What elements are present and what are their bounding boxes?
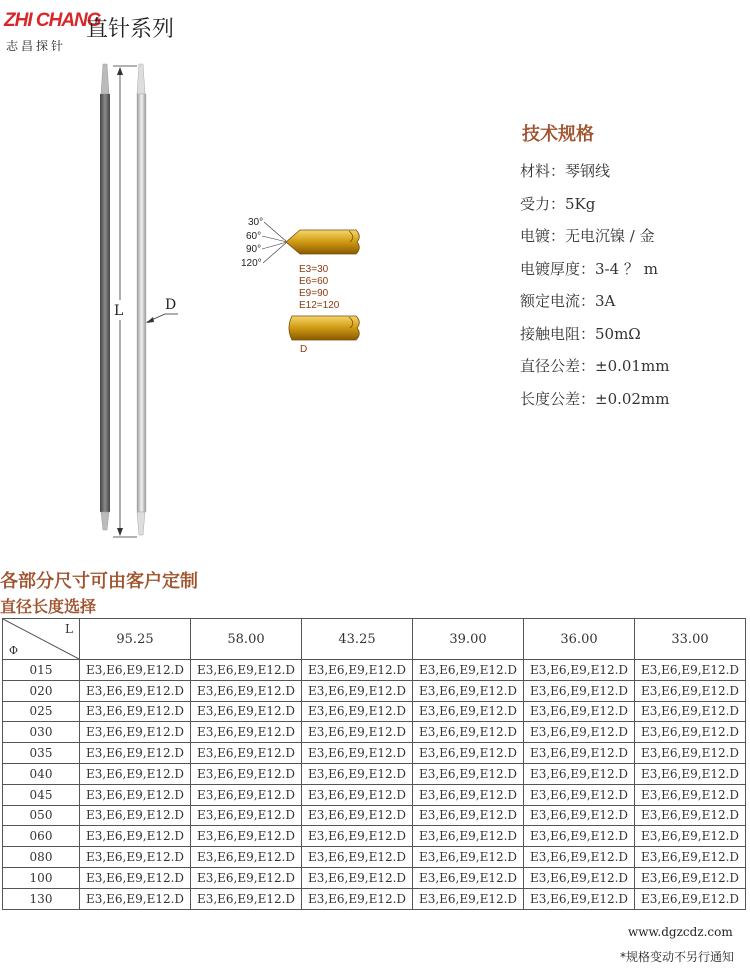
- diameter-label: D: [165, 297, 177, 313]
- table-row: [3, 660, 746, 681]
- table-cell: E3,E6,E9,E12.D: [413, 722, 524, 743]
- row-diameter: 130: [3, 888, 80, 909]
- table-cell: E3,E6,E9,E12.D: [191, 701, 302, 722]
- table-cell: E3,E6,E9,E12.D: [302, 888, 413, 909]
- angle-30: 30°: [248, 217, 264, 228]
- column-header: 95.25: [80, 619, 191, 660]
- brand-subtitle: 志昌探针: [6, 39, 67, 53]
- table-cell: E3,E6,E9,E12.D: [80, 660, 191, 681]
- table-cell: E3,E6,E9,E12.D: [191, 784, 302, 805]
- table-cell: E3,E6,E9,E12.D: [302, 722, 413, 743]
- table-cell: E3,E6,E9,E12.D: [80, 763, 191, 784]
- table-cell: E3,E6,E9,E12.D: [524, 826, 635, 847]
- spec-title: 技术规格: [522, 124, 594, 145]
- needle-dark: [100, 64, 110, 530]
- column-header: 33.00: [635, 619, 746, 660]
- row-diameter: 035: [3, 743, 80, 764]
- row-diameter: 080: [3, 847, 80, 868]
- table-cell: E3,E6,E9,E12.D: [80, 784, 191, 805]
- table-cell: E3,E6,E9,E12.D: [191, 826, 302, 847]
- table-cell: E3,E6,E9,E12.D: [524, 722, 635, 743]
- length-dimension: [110, 66, 137, 537]
- table-cell: E3,E6,E9,E12.D: [635, 867, 746, 888]
- size-table: [2, 618, 746, 910]
- table-corner: [3, 619, 80, 660]
- table-cell: E3,E6,E9,E12.D: [191, 763, 302, 784]
- table-cell: E3,E6,E9,E12.D: [80, 680, 191, 701]
- row-diameter: 030: [3, 722, 80, 743]
- diameter-leader: [146, 297, 178, 323]
- table-cell: E3,E6,E9,E12.D: [413, 847, 524, 868]
- table-cell: E3,E6,E9,E12.D: [635, 805, 746, 826]
- table-cell: E3,E6,E9,E12.D: [302, 784, 413, 805]
- table-row: [3, 847, 746, 868]
- table-cell: E3,E6,E9,E12.D: [302, 743, 413, 764]
- row-diameter: 100: [3, 867, 80, 888]
- table-cell: E3,E6,E9,E12.D: [635, 743, 746, 764]
- spec-plating: 电镀：无电沉镍 / 金: [520, 227, 655, 245]
- row-diameter: 045: [3, 784, 80, 805]
- table-cell: E3,E6,E9,E12.D: [524, 805, 635, 826]
- table-cell: E3,E6,E9,E12.D: [302, 847, 413, 868]
- table-cell: E3,E6,E9,E12.D: [524, 743, 635, 764]
- tip-diameter-label: D: [300, 344, 308, 355]
- spec-diameter-tolerance: 直径公差：±0.01mm: [520, 357, 670, 375]
- table-cell: E3,E6,E9,E12.D: [302, 763, 413, 784]
- table-cell: E3,E6,E9,E12.D: [524, 847, 635, 868]
- table-cell: E3,E6,E9,E12.D: [635, 680, 746, 701]
- table-cell: E3,E6,E9,E12.D: [635, 660, 746, 681]
- table-cell: E3,E6,E9,E12.D: [413, 805, 524, 826]
- angle-60: 60°: [246, 231, 262, 242]
- table-row: [3, 763, 746, 784]
- brand-name: ZHI CHANG: [4, 10, 101, 31]
- page-title: 直针系列: [86, 17, 175, 42]
- table-row: [3, 680, 746, 701]
- table-cell: E3,E6,E9,E12.D: [524, 680, 635, 701]
- flat-tip: [289, 316, 359, 355]
- table-cell: E3,E6,E9,E12.D: [413, 701, 524, 722]
- table-row: [3, 888, 746, 909]
- table-cell: E3,E6,E9,E12.D: [80, 743, 191, 764]
- table-cell: E3,E6,E9,E12.D: [524, 888, 635, 909]
- table-cell: E3,E6,E9,E12.D: [413, 826, 524, 847]
- table-cell: E3,E6,E9,E12.D: [413, 743, 524, 764]
- table-cell: E3,E6,E9,E12.D: [191, 743, 302, 764]
- code-e9: E9=90: [299, 288, 329, 299]
- table-cell: E3,E6,E9,E12.D: [413, 784, 524, 805]
- row-diameter: 040: [3, 763, 80, 784]
- table-cell: E3,E6,E9,E12.D: [302, 660, 413, 681]
- footer-note: *规格变动不另行通知: [620, 950, 735, 964]
- table-cell: E3,E6,E9,E12.D: [524, 701, 635, 722]
- spec-plating-thickness: 电镀厚度：3-4 ？ m: [520, 259, 658, 278]
- table-cell: E3,E6,E9,E12.D: [524, 660, 635, 681]
- angle-codes: [299, 264, 340, 311]
- spec-force: 受力：5Kg: [520, 194, 596, 213]
- table-cell: E3,E6,E9,E12.D: [80, 867, 191, 888]
- column-header: 58.00: [191, 619, 302, 660]
- column-header: 39.00: [413, 619, 524, 660]
- table-row: [3, 826, 746, 847]
- table-cell: E3,E6,E9,E12.D: [80, 888, 191, 909]
- corner-diameter-label: Φ: [9, 644, 19, 657]
- table-cell: E3,E6,E9,E12.D: [191, 847, 302, 868]
- code-e3: E3=30: [299, 264, 329, 275]
- table-cell: E3,E6,E9,E12.D: [191, 680, 302, 701]
- table-row: [3, 701, 746, 722]
- table-cell: E3,E6,E9,E12.D: [524, 784, 635, 805]
- table-cell: E3,E6,E9,E12.D: [302, 701, 413, 722]
- footer-url: www.dgzcdz.com: [628, 925, 733, 939]
- table-cell: E3,E6,E9,E12.D: [413, 888, 524, 909]
- table-cell: E3,E6,E9,E12.D: [635, 763, 746, 784]
- spec-contact-resistance: 接触电阻：50mΩ: [520, 324, 641, 343]
- table-cell: E3,E6,E9,E12.D: [191, 867, 302, 888]
- table-cell: E3,E6,E9,E12.D: [413, 680, 524, 701]
- needle-light: [137, 64, 146, 535]
- table-cell: E3,E6,E9,E12.D: [302, 867, 413, 888]
- spec-material: 材料：琴钢线: [520, 162, 611, 180]
- table-cell: E3,E6,E9,E12.D: [80, 701, 191, 722]
- table-cell: E3,E6,E9,E12.D: [80, 722, 191, 743]
- table-row: [3, 722, 746, 743]
- table-cell: E3,E6,E9,E12.D: [191, 660, 302, 681]
- table-cell: E3,E6,E9,E12.D: [635, 722, 746, 743]
- table-cell: E3,E6,E9,E12.D: [191, 722, 302, 743]
- table-cell: E3,E6,E9,E12.D: [302, 826, 413, 847]
- table-row: [3, 784, 746, 805]
- table-cell: E3,E6,E9,E12.D: [413, 867, 524, 888]
- table-title: 直径长度选择: [0, 597, 97, 616]
- table-cell: E3,E6,E9,E12.D: [635, 888, 746, 909]
- custom-note: 各部分尺寸可由客户定制: [0, 571, 198, 592]
- table-row: [3, 743, 746, 764]
- row-diameter: 060: [3, 826, 80, 847]
- row-diameter: 050: [3, 805, 80, 826]
- spec-list: [520, 160, 669, 420]
- table-cell: E3,E6,E9,E12.D: [80, 805, 191, 826]
- code-e6: E6=60: [299, 276, 329, 287]
- spec-length-tolerance: 长度公差：±0.02mm: [520, 389, 670, 408]
- table-cell: E3,E6,E9,E12.D: [524, 867, 635, 888]
- table-cell: E3,E6,E9,E12.D: [191, 888, 302, 909]
- table-body: [3, 660, 746, 910]
- row-diameter: 015: [3, 660, 80, 681]
- row-diameter: 025: [3, 701, 80, 722]
- table-cell: E3,E6,E9,E12.D: [635, 701, 746, 722]
- code-e12: E12=120: [299, 300, 340, 311]
- corner-length-label: L: [65, 622, 73, 636]
- table-cell: E3,E6,E9,E12.D: [413, 763, 524, 784]
- table-cell: E3,E6,E9,E12.D: [635, 784, 746, 805]
- angle-120: 120°: [241, 258, 262, 269]
- table-row: [3, 805, 746, 826]
- table-cell: E3,E6,E9,E12.D: [80, 847, 191, 868]
- table-cell: E3,E6,E9,E12.D: [302, 680, 413, 701]
- spec-rated-current: 额定电流：3A: [520, 292, 616, 310]
- table-cell: E3,E6,E9,E12.D: [413, 660, 524, 681]
- length-label: L: [114, 303, 124, 319]
- table-cell: E3,E6,E9,E12.D: [302, 805, 413, 826]
- table-cell: E3,E6,E9,E12.D: [635, 826, 746, 847]
- table-row: [3, 867, 746, 888]
- angle-90: 90°: [246, 244, 262, 255]
- table-cell: E3,E6,E9,E12.D: [635, 847, 746, 868]
- table-cell: E3,E6,E9,E12.D: [80, 826, 191, 847]
- angle-callout: [241, 217, 287, 269]
- column-header: 36.00: [524, 619, 635, 660]
- column-header: 43.25: [302, 619, 413, 660]
- row-diameter: 020: [3, 680, 80, 701]
- pointed-tip: [286, 230, 359, 254]
- table-cell: E3,E6,E9,E12.D: [524, 763, 635, 784]
- table-cell: E3,E6,E9,E12.D: [191, 805, 302, 826]
- table-header-row: [3, 619, 746, 660]
